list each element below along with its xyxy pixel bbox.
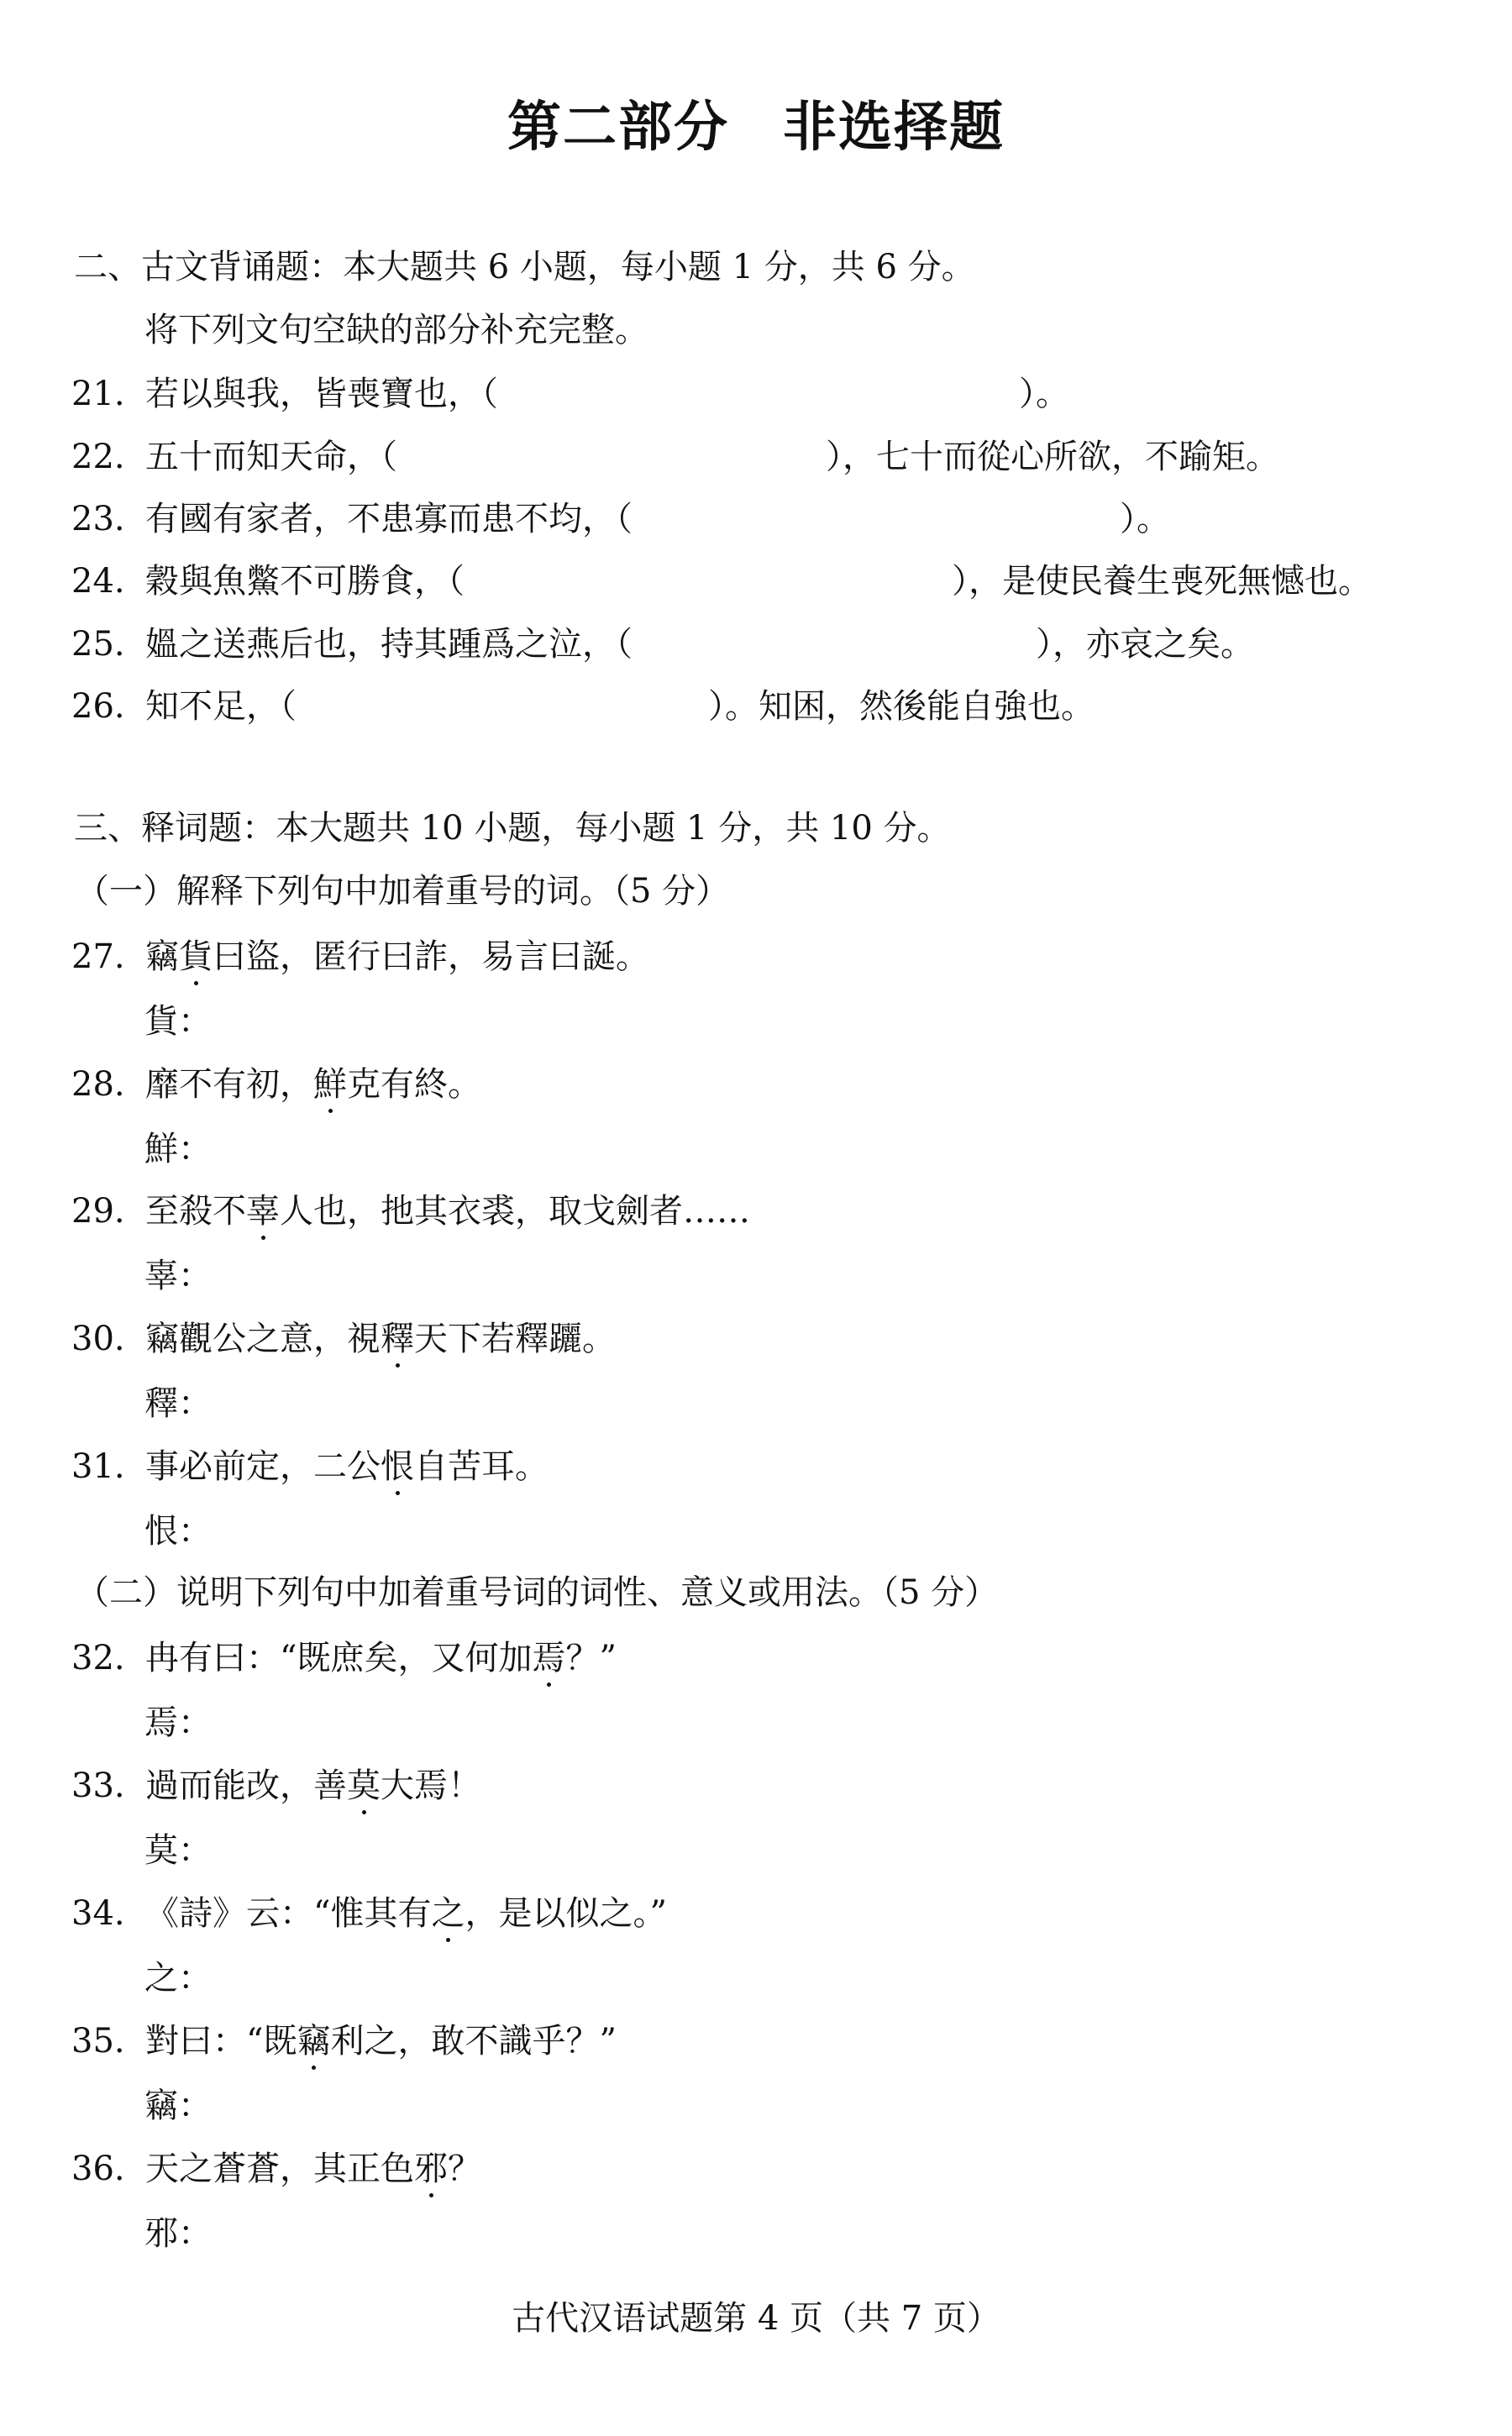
emphasized-word: 釋	[381, 1317, 414, 1361]
question-text: 對曰：“既	[145, 2022, 297, 2061]
question-number: 24.	[71, 562, 125, 601]
section3-part1-heading: （一）解释下列句中加着重号的词。（5 分）	[76, 872, 730, 911]
question-text: ），七十而從心所欲，不踰矩。	[826, 438, 1279, 476]
answer-line-27[interactable]: 貨：	[144, 1002, 212, 1041]
question-number: 30.	[71, 1320, 125, 1358]
answer-line-33[interactable]: 莫：	[144, 1831, 212, 1870]
question-number: 26.	[71, 687, 125, 726]
emphasized-word: 邪	[414, 2147, 448, 2191]
question-21	[71, 372, 1069, 416]
question-number: 33.	[71, 1767, 125, 1805]
question-text: ？	[448, 2150, 481, 2188]
question-32	[71, 1636, 617, 1680]
emphasized-word: 恨	[381, 1445, 414, 1488]
question-23	[71, 497, 1170, 541]
question-text: 克有終。	[347, 1065, 481, 1104]
emphasized-word: 焉	[532, 1636, 565, 1680]
question-text: ？”	[565, 1639, 617, 1677]
question-text: 天下若釋躧。	[414, 1320, 616, 1358]
emphasized-word: 之	[431, 1892, 465, 1935]
question-text: 天之蒼蒼，其正色	[145, 2150, 414, 2188]
question-text: 靡不有初，	[145, 1065, 313, 1104]
answer-line-30[interactable]: 釋：	[144, 1384, 212, 1423]
question-22	[71, 435, 1279, 479]
question-text: 竊	[145, 937, 179, 976]
answer-line-31[interactable]: 恨：	[144, 1512, 212, 1551]
emphasized-word: 竊	[297, 2019, 330, 2063]
question-text: 知不足，（	[145, 687, 297, 726]
question-text: 曰盜，匿行曰詐，易言曰誕。	[213, 937, 649, 976]
question-text: 事必前定，二公	[145, 1447, 381, 1486]
question-number: 22.	[71, 438, 125, 476]
question-text: ）。知困，然後能自強也。	[708, 687, 1095, 726]
title-part: 第二部分	[507, 97, 729, 159]
question-25	[71, 622, 1254, 666]
question-text: 穀與魚鱉不可勝食，（	[145, 562, 465, 601]
question-number: 23.	[71, 500, 125, 538]
question-36	[71, 2147, 481, 2191]
question-text: ）。	[1019, 375, 1069, 413]
question-text: 有國有家者，不患寡而患不均，（	[145, 500, 633, 538]
question-text: ）。	[1120, 500, 1170, 538]
emphasized-word: 莫	[347, 1764, 381, 1808]
page-footer: 古代汉语试题第 4 页（共 7 页）	[512, 2299, 1000, 2338]
question-text: 人也，扡其衣裘，取戈劍者……	[280, 1192, 750, 1231]
answer-line-32[interactable]: 焉：	[144, 1704, 212, 1742]
question-text: 冉有曰：“既庶矣，又何加	[145, 1639, 533, 1677]
question-26	[71, 685, 1095, 728]
question-text: 五十而知天命，（	[145, 438, 397, 476]
question-text: 至殺不	[145, 1192, 246, 1231]
emphasized-word: 辜	[246, 1189, 280, 1233]
answer-line-36[interactable]: 邪：	[144, 2214, 212, 2253]
emphasized-word: 貨	[179, 935, 213, 979]
section2-instruction: 将下列文句空缺的部分补充完整。	[144, 311, 648, 349]
question-30	[71, 1317, 616, 1361]
page-title	[0, 84, 1512, 161]
question-number: 29.	[71, 1192, 125, 1231]
question-number: 35.	[71, 2022, 125, 2061]
question-text: 若以與我，皆喪寶也，（	[145, 375, 498, 413]
section3-heading: 三、释词题：本大题共 10 小题，每小题 1 分，共 10 分。	[74, 809, 951, 848]
question-text: 過而能改，善	[145, 1767, 347, 1805]
question-34	[71, 1892, 667, 1935]
question-text: 媼之送燕后也，持其踵爲之泣，（	[145, 625, 633, 664]
question-number: 25.	[71, 625, 125, 664]
question-number: 34.	[71, 1894, 125, 1933]
question-number: 32.	[71, 1639, 125, 1677]
answer-line-35[interactable]: 竊：	[144, 2087, 212, 2125]
question-number: 31.	[71, 1447, 125, 1486]
question-31	[71, 1445, 549, 1488]
answer-line-29[interactable]: 辜：	[144, 1257, 212, 1295]
section3-part2-heading: （二）说明下列句中加着重号词的词性、意义或用法。（5 分）	[76, 1573, 999, 1612]
answer-line-34[interactable]: 之：	[144, 1959, 212, 1998]
title-name: 非选择题	[783, 97, 1005, 159]
question-number: 21.	[71, 375, 125, 413]
question-text: 竊觀公之意，視	[145, 1320, 381, 1358]
question-29	[71, 1189, 750, 1233]
answer-line-28[interactable]: 鮮：	[144, 1130, 212, 1168]
question-text: 自苦耳。	[414, 1447, 549, 1486]
question-35	[71, 2019, 617, 2063]
question-text: 利之，敢不識乎？”	[330, 2022, 617, 2061]
question-27	[71, 935, 649, 979]
emphasized-word: 鮮	[313, 1063, 347, 1106]
question-text: 大焉！	[381, 1767, 481, 1805]
question-number: 28.	[71, 1065, 125, 1104]
question-text: ），亦哀之矣。	[1036, 625, 1254, 664]
question-text: 《詩》云：“惟其有	[145, 1894, 432, 1933]
question-number: 27.	[71, 937, 125, 976]
question-number: 36.	[71, 2150, 125, 2188]
section2-heading: 二、古文背诵题：本大题共 6 小题，每小题 1 分，共 6 分。	[74, 248, 975, 286]
question-text: ，是以似之。”	[465, 1894, 667, 1933]
question-28	[71, 1063, 481, 1106]
question-text: ），是使民養生喪死無憾也。	[952, 562, 1372, 601]
question-24	[71, 559, 1372, 603]
question-33	[71, 1764, 481, 1808]
